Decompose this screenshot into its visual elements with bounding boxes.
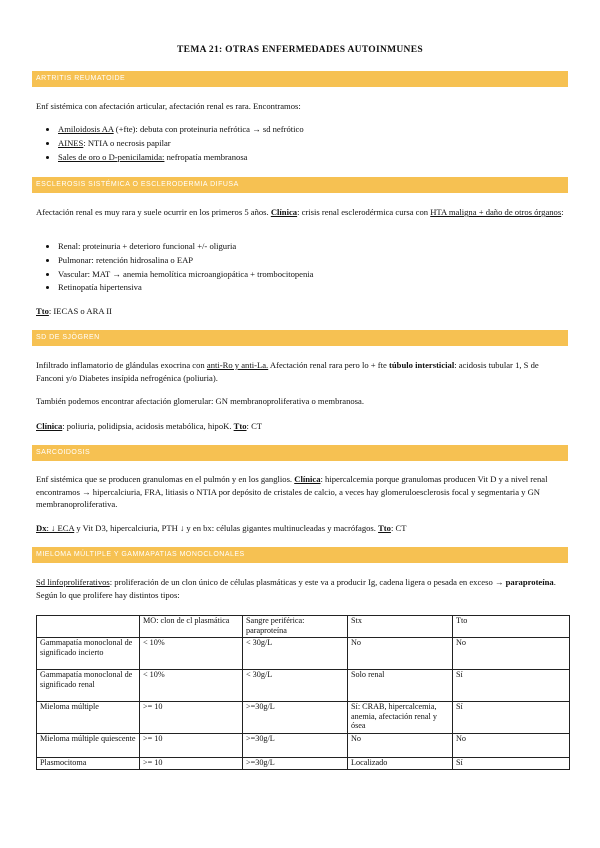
table-header-cell: Stx [348,616,453,638]
table-cell: >=30g/L [243,734,348,758]
list-item: • Renal: proteinuria + deterioro funcional +/- oliguria [58,240,314,254]
paragraph-sarcoidosis-1: Enf sistémica que se producen granulomas en el pulmón y en los ganglios. Clínica: hipercalcemia porque granulomas producen Vit D y a nivel renal encontramos → hipercalciuria, FRA, litiasis o NTIA por depósito de cristales de calcio, a veces hay glomeruloesclerosis focal y segmentaria y GN membranoproliferativa. [36,474,548,509]
gammapathy-table [36,615,570,770]
paragraph-sarcoidosis-2: Dx: ↓ ECA y Vit D3, hipercalciuria, PTH ↓ y en bx: células gigantes multinucleadas y macrófagos. Tto: CT [36,523,407,533]
list-item: • Sales de oro o D-penicilamida: nefropatía membranosa [58,151,304,165]
paragraph-esclerosis-tto: Tto: IECAS o ARA II [36,306,112,316]
table-cell: Plasmocitoma [37,758,140,770]
table-cell: Gammapatía monoclonal de significado renal [37,670,140,702]
list-artritis [36,123,304,164]
table-cell: No [348,638,453,670]
table-row [37,734,570,758]
table-row [37,638,570,670]
table-cell: Sí [453,702,570,734]
paragraph-sjogren-1: Infiltrado inflamatorio de glándulas exocrina con anti-Ro y anti-La. Afectación renal rara pero lo + fte túbulo intersticial: acidosis tubular 1, S de Fanconi y/o Diabetes insípida nefrogénica (poliuria). [36,360,539,383]
table-row [37,702,570,734]
table-cell: >=30g/L [243,758,348,770]
paragraph-sjogren-2: También podemos encontrar afectación glomerular: GN membranoproliferativa o membranosa. [36,396,364,406]
table-header-cell: Sangre periférica: paraproteína [243,616,348,638]
table-header-row [37,616,570,638]
table-cell: < 30g/L [243,670,348,702]
section-header-sarcoidosis: SARCOIDOSIS [32,445,568,461]
table-header-cell: Tto [453,616,570,638]
section-header-artritis: ARTRITIS REUMATOIDE [32,71,568,87]
section-header-sjogren: SD DE SJÖGREN [32,330,568,346]
table-cell: >= 10 [140,758,243,770]
table-cell: < 30g/L [243,638,348,670]
section-header-esclerosis: ESCLEROSIS SISTÉMICA O ESCLERODERMIA DIFUSA [32,177,568,193]
table-row [37,758,570,770]
table-cell: Sí: CRAB, hipercalcemia, anemia, afectación renal y ósea [348,702,453,734]
paragraph-mieloma: Sd linfoproliferativos: proliferación de un clon único de células plasmáticas y este va a producir Ig, cadena ligera o pesada en exceso → paraproteína. Según lo que prolifere hay distintos tipos: [36,577,556,600]
table-cell: Mieloma múltiple [37,702,140,734]
list-esclerosis [36,240,314,295]
table-cell: Mieloma múltiple quiescente [37,734,140,758]
list-item: • Amiloidosis AA (+fte): debuta con proteinuria nefrótica → sd nefrótico [58,123,304,137]
table-cell: Solo renal [348,670,453,702]
table-cell: No [348,734,453,758]
table-cell: No [453,638,570,670]
table-cell: Sí [453,670,570,702]
table-cell: No [453,734,570,758]
table-header-cell [37,616,140,638]
table-header-cell: MO: clon de cl plasmática [140,616,243,638]
paragraph-sjogren-3: Clínica: poliuria, polidipsia, acidosis metabólica, hipoK. Tto: CT [36,421,263,431]
table-cell: Gammapatía monoclonal de significado incierto [37,638,140,670]
paragraph-artritis-intro: Enf sistémica con afectación articular, afectación renal es rara. Encontramos: [36,101,301,111]
paragraph-esclerosis: Afectación renal es muy rara y suele ocurrir en los primeros 5 años. Clínica: crisis renal esclerodérmica cursa con HTA maligna + daño de otros órganos: [36,207,564,217]
table-cell: < 10% [140,670,243,702]
table-cell: >= 10 [140,734,243,758]
table-cell: Localizado [348,758,453,770]
table-row [37,670,570,702]
page-title: TEMA 21: OTRAS ENFERMEDADES AUTOINMUNES [177,45,423,55]
table-cell: >= 10 [140,702,243,734]
list-item: • Retinopatía hipertensiva [58,281,314,295]
section-header-mieloma: MIELOMA MÚLTIPLE Y GAMMAPATIAS MONOCLONALES [32,547,568,563]
list-item: • Pulmonar: retención hidrosalina o EAP [58,254,314,268]
table-cell: >=30g/L [243,702,348,734]
table-cell: Sí [453,758,570,770]
list-item: • AINES: NTIA o necrosis papilar [58,137,304,151]
list-item: • Vascular: MAT → anemia hemolítica microangiopática + trombocitopenia [58,268,314,282]
table-cell: < 10% [140,638,243,670]
